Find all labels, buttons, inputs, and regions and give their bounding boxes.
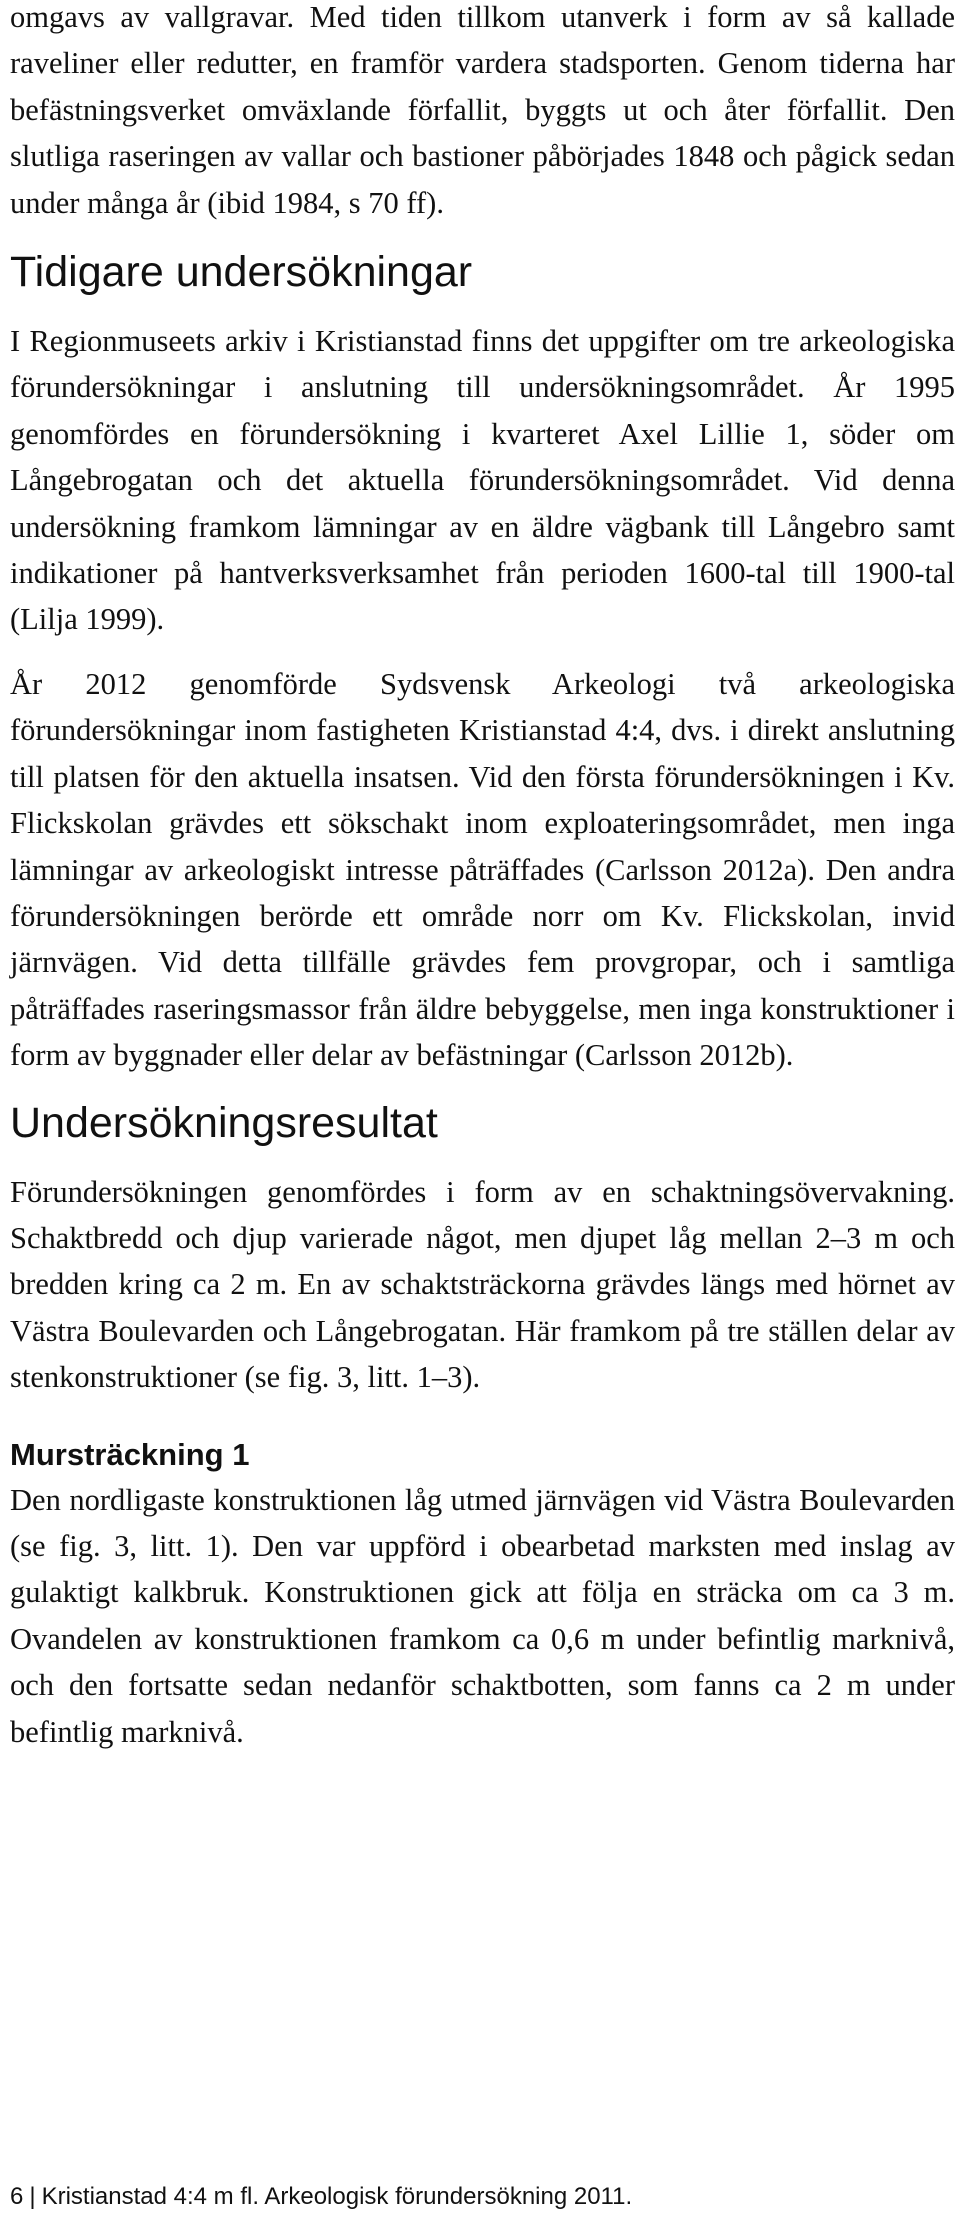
footer-separator: | — [29, 2183, 36, 2210]
page-footer — [10, 2182, 632, 2212]
section-heading-results: Undersökningsresultat — [10, 1098, 438, 1147]
previous-investigations-paragraph-2: År 2012 genomförde Sydsvensk Arkeologi två arkeologiska förundersökningar inom fastigheten Kristianstad 4:4, dvs. i direkt anslutning till platsen för den aktuella insatsen. Vid den första förundersökningen i Kv. Flickskolan grävdes ett sökschakt inom exploateringsområdet, men inga lämningar av arkeologiskt intresse påträffades (Carlsson 2012a). Den andra förundersökningen berörde ett område norr om Kv. Flickskolan, invid järnvägen. Vid detta tillfälle grävdes fem provgropar, och i samtliga påträffades raseringsmassor från äldre bebyggelse, men inga konstruktioner i form av byggnader eller delar av befästningar (Carlsson 2012b). — [10, 666, 955, 1073]
intro-paragraph: omgavs av vallgravar. Med tiden tillkom utanverk i form av så kallade raveliner eller redutter, en framför vardera stadsporten. Genom tiderna har befästningsverket omväxlande förfallit, byggts ut och åter förfallit. Den slutliga raseringen av vallar och bastioner påbörjades 1848 och pågick sedan under många år (ibid 1984, s 70 ff). — [10, 0, 955, 220]
document-body — [10, 0, 955, 1773]
results-paragraph-1: Förundersökningen genomfördes i form av en schaktningsövervakning. Schaktbredd och djup varierade något, men djupet låg mellan 2–3 m och bredden kring ca 2 m. En av schaktsträckorna grävdes längs med hörnet av Västra Boulevarden och Långebrogatan. Här framkom på tre ställen delar av stenkonstruktioner (se fig. 3, litt. 1–3). — [10, 1174, 955, 1395]
footer-page-number: 6 — [10, 2183, 24, 2210]
footer-title: Kristianstad 4:4 m fl. Arkeologisk förundersökning 2011. — [41, 2183, 633, 2210]
section-heading-previous-investigations: Tidigare undersökningar — [10, 248, 473, 297]
wall-1-paragraph: Den nordligaste konstruktionen låg utmed järnvägen vid Västra Boulevarden (se fig. 3, litt. 1). Den var uppförd i obearbetad marksten med inslag av gulaktigt kalkbruk. Konstruktionen gick att följa en sträcka om ca 3 m. Ovandelen av konstruktionen framkom ca 0,6 m under befintlig marknivå, och den fortsatte sedan nedanför schaktbotten, som fanns ca 2 m under befintlig marknivå. — [10, 1482, 955, 1749]
subsection-heading-wall-1: Mursträckning 1 — [10, 1436, 250, 1472]
previous-investigations-paragraph-1: I Regionmuseets arkiv i Kristianstad finns det uppgifter om tre arkeologiska förundersökningar i anslutning till undersökningsområdet. År 1995 genomfördes en förundersökning i kvarteret Axel Lillie 1, söder om Långebrogatan och det aktuella förundersökningsområdet. Vid denna undersökning framkom lämningar av en äldre vägbank till Långebro samt indikationer på hantverksverksamhet från perioden 1600-tal till 1900-tal (Lilja 1999). — [10, 324, 955, 637]
